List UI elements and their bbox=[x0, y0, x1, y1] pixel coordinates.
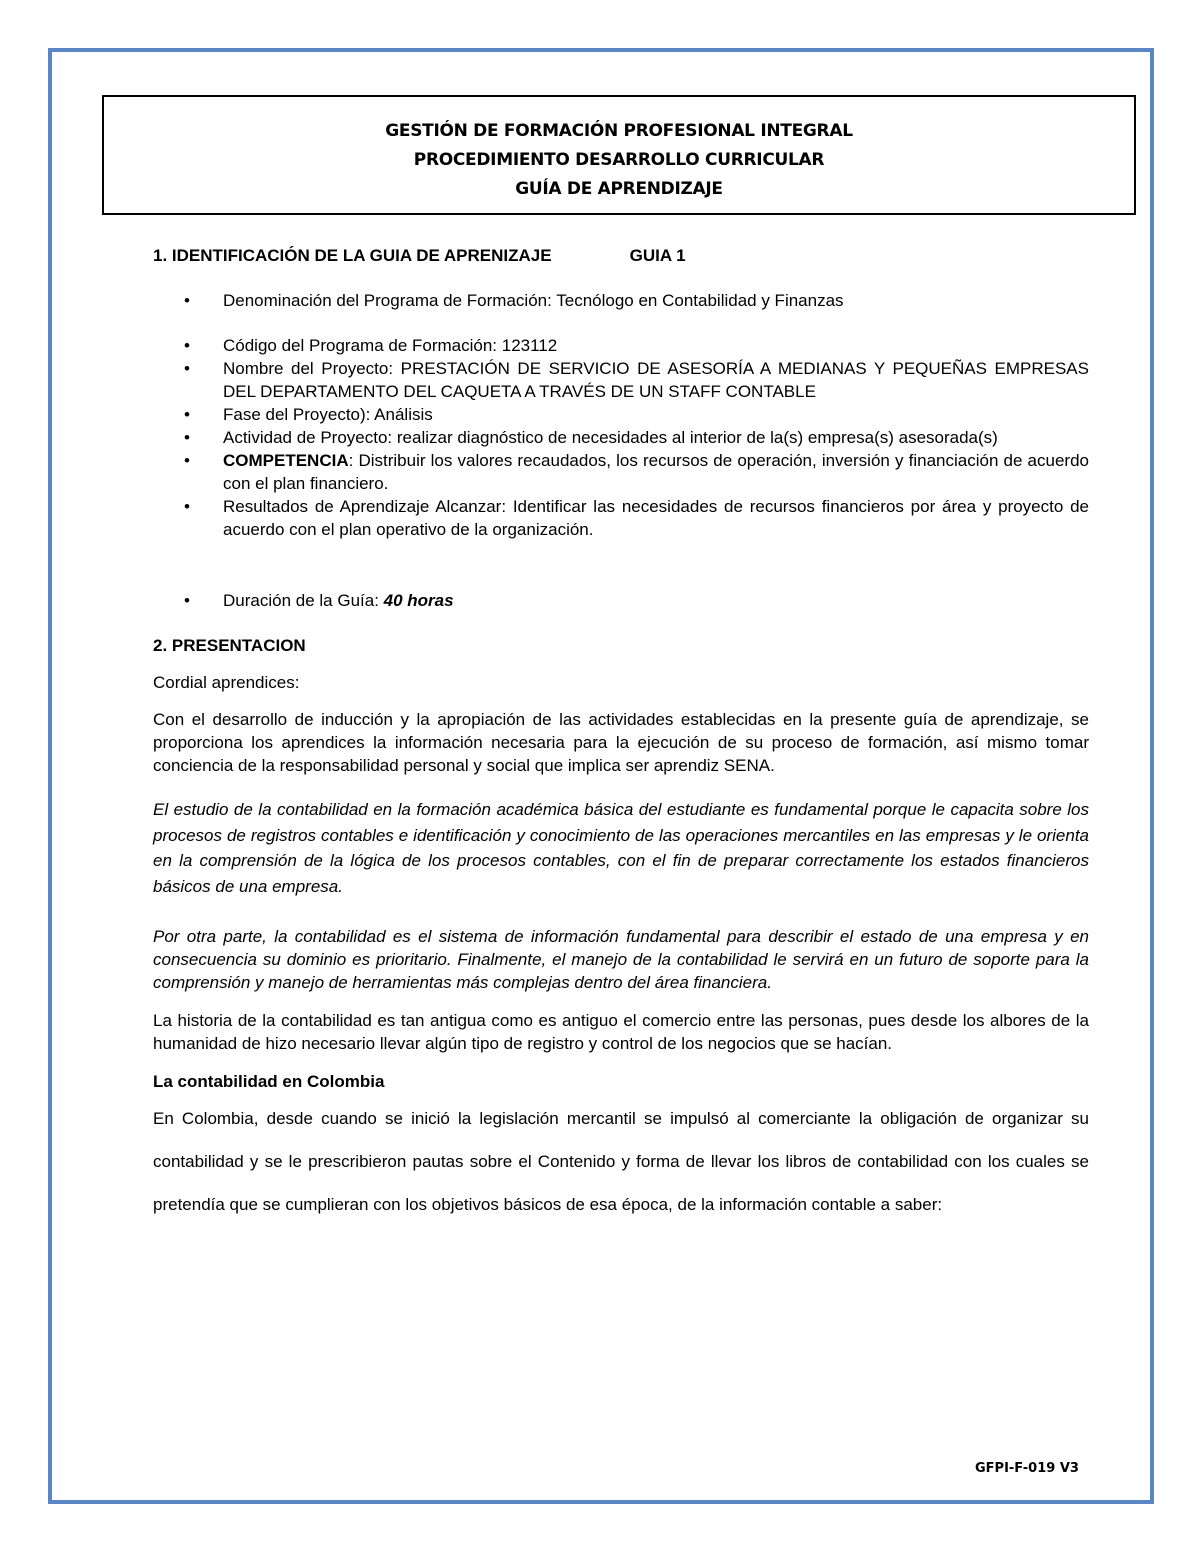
identification-list bbox=[153, 289, 1089, 312]
paragraph-4: La historia de la contabilidad es tan antigua como es antiguo el comercio entre las personas, pues desde los albores de la humanidad de hizo necesario llevar algún tipo de registro y control de los negocios que se hacían. bbox=[153, 1011, 1089, 1053]
header-line-1: GESTIÓN DE FORMACIÓN PROFESIONAL INTEGRAL bbox=[385, 121, 853, 141]
section-2-title: 2. PRESENTACION bbox=[153, 636, 306, 655]
paragraph-3: Por otra parte, la contabilidad es el sistema de información fundamental para describir el estado de una empresa y en consecuencia su dominio es prioritario. Finalmente, el manejo de la contabilidad le servirá en un futuro de soporte para la comprensión y manejo de herramientas más complejas dentro del área financiera. bbox=[153, 927, 1089, 992]
competencia-label: COMPETENCIA bbox=[223, 451, 349, 470]
paragraph-5: En Colombia, desde cuando se inició la legislación mercantil se impulsó al comerciante la obligación de organizar su contabilidad y se le prescribieron pautas sobre el Contenido y forma de llevar los libros de contabilidad con los cuales se pretendía que se cumplieran con los objetivos básicos de esa época, de la información contable a saber: bbox=[153, 1109, 1089, 1214]
list-item-fase: • Fase del Proyecto): Análisis bbox=[153, 403, 1089, 426]
paragraph-2: El estudio de la contabilidad en la formación académica básica del estudiante es fundamental porque le capacita sobre los procesos de registros contables e identificación y conocimiento de las operaciones mercantiles en las empresas y le orienta en la comprensión de la lógica de los procesos contables, con el fin de preparar correctamente los estados financieros básicos de una empresa. bbox=[153, 800, 1089, 896]
subsection-title: La contabilidad en Colombia bbox=[153, 1072, 385, 1091]
guia-number: GUIA 1 bbox=[629, 246, 686, 265]
list-item-denominacion: • Denominación del Programa de Formación: Tecnólogo en Contabilidad y Finanzas bbox=[153, 289, 1089, 312]
greeting: Cordial aprendices: bbox=[153, 673, 300, 692]
duracion-value: 40 horas bbox=[383, 591, 454, 610]
identification-list-2 bbox=[153, 334, 1089, 541]
duration-list bbox=[153, 589, 1089, 612]
document-body bbox=[153, 244, 1089, 1226]
list-item-resultados: • Resultados de Aprendizaje Alcanzar: Identificar las necesidades de recursos financieros por área y proyecto de acuerdo con el plan operativo de la organización. bbox=[153, 495, 1089, 541]
list-item-nombre-proyecto: • Nombre del Proyecto: PRESTACIÓN DE SERVICIO DE ASESORÍA A MEDIANAS Y PEQUEÑAS EMPRESAS DEL DEPARTAMENTO DEL CAQUETA A TRAVÉS DE UN STAFF CONTABLE bbox=[153, 357, 1089, 403]
duracion-label: Duración de la Guía: bbox=[223, 591, 384, 610]
list-item-duracion bbox=[153, 589, 1089, 612]
list-item-codigo: • Código del Programa de Formación: 123112 bbox=[153, 334, 1089, 357]
section-1-heading bbox=[153, 244, 1089, 267]
paragraph-1: Con el desarrollo de inducción y la apropiación de las actividades establecidas en la presente guía de aprendizaje, se proporciona los aprendices la información necesaria para la ejecución de su proceso de formación, así mismo tomar conciencia de la responsabilidad personal y social que implica ser aprendiz SENA. bbox=[153, 710, 1089, 775]
form-code: GFPI-F-019 V3 bbox=[975, 1461, 1079, 1476]
competencia-text: : Distribuir los valores recaudados, los recursos de operación, inversión y financiación de acuerdo con el plan financiero. bbox=[223, 451, 1089, 493]
section-1-title: 1. IDENTIFICACIÓN DE LA GUIA DE APRENIZAJE bbox=[153, 246, 552, 265]
header-line-3: GUÍA DE APRENDIZAJE bbox=[515, 179, 723, 199]
document-header bbox=[102, 95, 1136, 215]
list-item-competencia bbox=[153, 449, 1089, 495]
list-item-actividad: • Actividad de Proyecto: realizar diagnóstico de necesidades al interior de la(s) empresa(s) asesorada(s) bbox=[153, 426, 1089, 449]
header-line-2: PROCEDIMIENTO DESARROLLO CURRICULAR bbox=[413, 150, 825, 170]
